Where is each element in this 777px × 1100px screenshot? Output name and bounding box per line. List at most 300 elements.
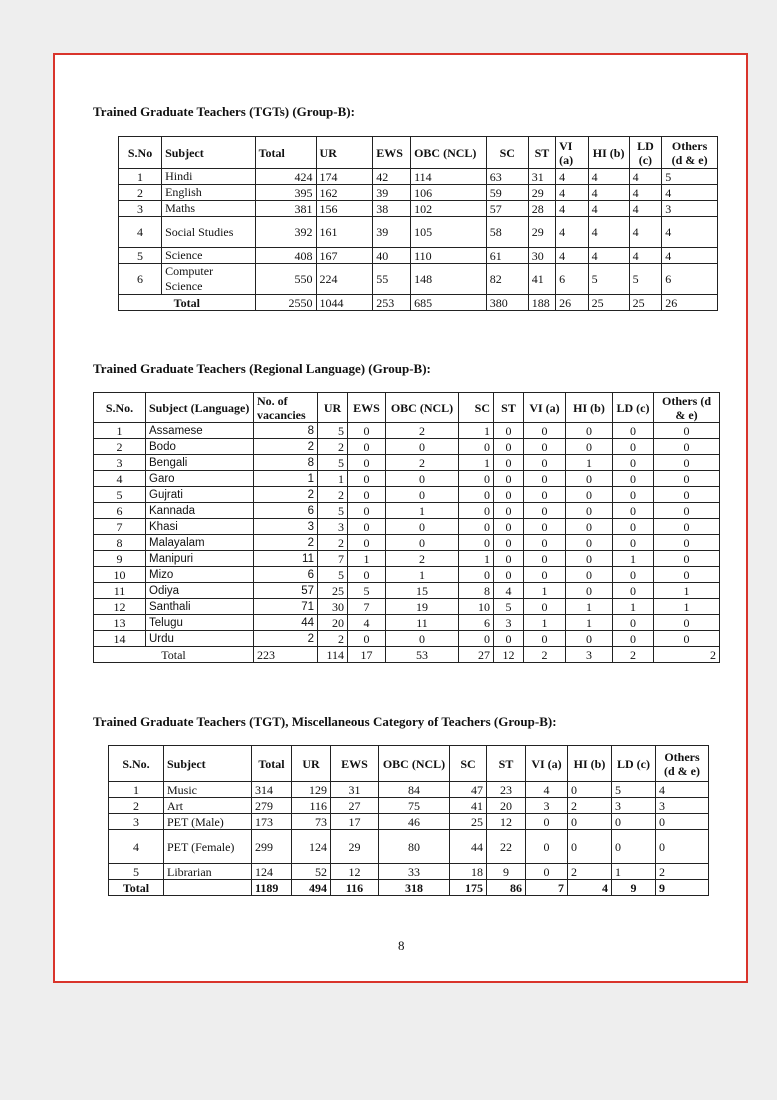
- table-cell: 0: [524, 631, 566, 647]
- table-cell: 5: [348, 583, 386, 599]
- table-cell: 4: [662, 217, 718, 248]
- table-cell: 26: [556, 295, 589, 311]
- table-cell: 4: [629, 217, 662, 248]
- table-cell: 12: [331, 864, 379, 880]
- table-cell: 20: [318, 615, 348, 631]
- table-cell: 1: [654, 599, 720, 615]
- table-cell: 39: [373, 185, 411, 201]
- table-cell: 0: [613, 455, 654, 471]
- table-row: [109, 864, 709, 880]
- table-cell: 4: [588, 185, 629, 201]
- table-cell: 57: [254, 583, 318, 599]
- table-cell: 3: [662, 201, 718, 217]
- table-cell: 0: [348, 455, 386, 471]
- table-cell: 2: [119, 185, 162, 201]
- table-cell: 3: [494, 615, 524, 631]
- table-cell: 25: [450, 814, 487, 830]
- table-cell: 29: [331, 830, 379, 864]
- table-cell: 0: [654, 615, 720, 631]
- col-header: EWS: [331, 746, 379, 782]
- table-cell: 0: [494, 423, 524, 439]
- table-cell: 27: [331, 798, 379, 814]
- table-cell: 0: [459, 535, 494, 551]
- table-cell: Telugu: [146, 615, 254, 631]
- table-cell: 4: [629, 169, 662, 185]
- table-cell: 4: [556, 201, 589, 217]
- table-cell: 0: [568, 814, 612, 830]
- col-header: VI (a): [524, 393, 566, 423]
- table-cell: 1: [524, 583, 566, 599]
- table-cell: 173: [252, 814, 292, 830]
- table-row: [119, 201, 718, 217]
- table-cell: 1: [318, 471, 348, 487]
- table-cell: 2550: [255, 295, 316, 311]
- col-header: LD (c): [612, 746, 656, 782]
- col-header: Total: [252, 746, 292, 782]
- col-header: Others (d & e): [662, 137, 718, 169]
- table-cell: 12: [494, 647, 524, 663]
- table-cell: Music: [164, 782, 252, 798]
- section-title-regional: Trained Graduate Teachers (Regional Language) (Group-B):: [93, 361, 431, 376]
- col-header: Total: [255, 137, 316, 169]
- table-cell: 318: [379, 880, 450, 896]
- table-cell: 22: [487, 830, 526, 864]
- table-cell: 116: [331, 880, 379, 896]
- table-cell: Santhali: [146, 599, 254, 615]
- table-cell: Hindi: [162, 169, 256, 185]
- table-row: [94, 471, 720, 487]
- table-header-row: [109, 746, 709, 782]
- table-cell: 6: [662, 264, 718, 295]
- table-cell: 0: [656, 814, 709, 830]
- table-cell: 5: [318, 455, 348, 471]
- table-cell: 6: [254, 567, 318, 583]
- table-cell: 424: [255, 169, 316, 185]
- table-cell: 2: [613, 647, 654, 663]
- table-cell: 0: [568, 830, 612, 864]
- table-cell: 0: [654, 423, 720, 439]
- table-cell: 5: [119, 248, 162, 264]
- table-cell: Art: [164, 798, 252, 814]
- table-cell: 0: [613, 567, 654, 583]
- table-cell: 0: [459, 503, 494, 519]
- table-cell: 0: [568, 782, 612, 798]
- table-cell: 0: [613, 503, 654, 519]
- table-cell: 12: [487, 814, 526, 830]
- col-header: VI (a): [526, 746, 568, 782]
- table-cell: 0: [524, 567, 566, 583]
- col-header: UR: [292, 746, 331, 782]
- col-header: OBC (NCL): [386, 393, 459, 423]
- col-header: OBC (NCL): [379, 746, 450, 782]
- table-cell: 26: [662, 295, 718, 311]
- col-header: SC: [486, 137, 528, 169]
- table-cell: 7: [348, 599, 386, 615]
- table-row: [109, 782, 709, 798]
- col-header: Subject: [162, 137, 256, 169]
- table-row: [94, 551, 720, 567]
- table-cell: 0: [613, 583, 654, 599]
- table-cell: 31: [528, 169, 555, 185]
- table-cell: 3: [254, 519, 318, 535]
- table-row: [119, 185, 718, 201]
- table-cell: 106: [411, 185, 487, 201]
- table-cell: 0: [348, 471, 386, 487]
- col-header: HI (b): [568, 746, 612, 782]
- table-cell: 0: [494, 471, 524, 487]
- table-cell: 0: [348, 567, 386, 583]
- table-cell: 0: [654, 439, 720, 455]
- table-cell: 124: [252, 864, 292, 880]
- table-cell: 4: [662, 185, 718, 201]
- table-total-row: [119, 295, 718, 311]
- table-cell: 19: [386, 599, 459, 615]
- table-cell: 4: [629, 185, 662, 201]
- table-cell: 3: [94, 455, 146, 471]
- table-cell: 11: [254, 551, 318, 567]
- table-cell: 4: [526, 782, 568, 798]
- table-cell: 0: [613, 423, 654, 439]
- table-cell: 0: [524, 503, 566, 519]
- table-cell: 0: [654, 535, 720, 551]
- table-cell: 380: [486, 295, 528, 311]
- col-header: OBC (NCL): [411, 137, 487, 169]
- table-cell: 161: [316, 217, 373, 248]
- table-cell: 0: [459, 487, 494, 503]
- table-cell: 253: [373, 295, 411, 311]
- col-header: EWS: [348, 393, 386, 423]
- table-cell: 4: [94, 471, 146, 487]
- table-cell: 4: [494, 583, 524, 599]
- table-cell: 0: [494, 631, 524, 647]
- table-cell: 82: [486, 264, 528, 295]
- table-cell: 3: [318, 519, 348, 535]
- table-row: [94, 567, 720, 583]
- table-cell: 17: [348, 647, 386, 663]
- table-cell: 14: [94, 631, 146, 647]
- table-cell: 25: [318, 583, 348, 599]
- table-cell: 0: [494, 503, 524, 519]
- table-cell: 4: [629, 248, 662, 264]
- table-cell: 5: [94, 487, 146, 503]
- table-cell: 0: [566, 583, 613, 599]
- table-cell: 1: [459, 455, 494, 471]
- table-cell: Bodo: [146, 439, 254, 455]
- table-cell: 5: [109, 864, 164, 880]
- table-cell: 550: [255, 264, 316, 295]
- table-cell: 23: [487, 782, 526, 798]
- table-cell: 2: [656, 864, 709, 880]
- table-cell: 0: [524, 439, 566, 455]
- table-cell: 55: [373, 264, 411, 295]
- table-row: [94, 519, 720, 535]
- table-row: [94, 535, 720, 551]
- table-cell: Librarian: [164, 864, 252, 880]
- table-cell: 105: [411, 217, 487, 248]
- table-cell: 1044: [316, 295, 373, 311]
- table-cell: 29: [528, 217, 555, 248]
- table-header-row: [119, 137, 718, 169]
- table-cell: 86: [487, 880, 526, 896]
- table-cell: Science: [162, 248, 256, 264]
- table-cell: 38: [373, 201, 411, 217]
- table-cell: PET (Male): [164, 814, 252, 830]
- misc-category-table: [108, 745, 709, 896]
- table-cell: 5: [629, 264, 662, 295]
- table-cell: 1: [459, 423, 494, 439]
- table-cell: 2: [254, 535, 318, 551]
- table-row: [94, 615, 720, 631]
- table-cell: Maths: [162, 201, 256, 217]
- table-cell: 57: [486, 201, 528, 217]
- table-cell: 5: [318, 423, 348, 439]
- table-cell: 3: [656, 798, 709, 814]
- table-cell: 0: [348, 503, 386, 519]
- table-cell: 0: [494, 455, 524, 471]
- section-title-misc: Trained Graduate Teachers (TGT), Miscellaneous Category of Teachers (Group-B):: [93, 714, 557, 729]
- table-cell: 4: [119, 217, 162, 248]
- table-cell: 2: [109, 798, 164, 814]
- table-cell: 1: [119, 169, 162, 185]
- table-cell: 0: [526, 830, 568, 864]
- table-cell: 0: [386, 535, 459, 551]
- table-cell: 0: [566, 423, 613, 439]
- table-cell: 44: [254, 615, 318, 631]
- table-cell: Kannada: [146, 503, 254, 519]
- table-cell: 102: [411, 201, 487, 217]
- table-cell: 63: [486, 169, 528, 185]
- tgt-table: [118, 136, 718, 311]
- table-cell: Computer Science: [162, 264, 256, 295]
- col-header: ST: [487, 746, 526, 782]
- table-cell: PET (Female): [164, 830, 252, 864]
- table-cell: 0: [656, 830, 709, 864]
- table-cell: 0: [613, 487, 654, 503]
- table-cell: 188: [528, 295, 555, 311]
- table-cell: 2: [254, 487, 318, 503]
- table-cell: 10: [94, 567, 146, 583]
- table-cell: 1: [524, 615, 566, 631]
- table-cell: 0: [566, 631, 613, 647]
- table-row: [94, 599, 720, 615]
- table-cell: 0: [459, 439, 494, 455]
- table-cell: 44: [450, 830, 487, 864]
- table-cell: 3: [526, 798, 568, 814]
- table-cell: Gujrati: [146, 487, 254, 503]
- col-header: No. of vacancies: [254, 393, 318, 423]
- table-row: [119, 264, 718, 295]
- table-cell: 1: [613, 551, 654, 567]
- table-cell: 80: [379, 830, 450, 864]
- table-cell: 0: [654, 567, 720, 583]
- table-cell: 299: [252, 830, 292, 864]
- table-cell: 4: [348, 615, 386, 631]
- table-row: [119, 169, 718, 185]
- table-cell: 0: [612, 814, 656, 830]
- table-cell: 27: [459, 647, 494, 663]
- table-cell: 1: [348, 551, 386, 567]
- table-cell: 7: [318, 551, 348, 567]
- table-row: [94, 583, 720, 599]
- table-row: [119, 217, 718, 248]
- table-cell: 0: [613, 471, 654, 487]
- table-cell: 0: [613, 615, 654, 631]
- table-cell: 279: [252, 798, 292, 814]
- col-header: LD (c): [629, 137, 662, 169]
- table-cell: 41: [450, 798, 487, 814]
- table-cell: 75: [379, 798, 450, 814]
- table-cell: 4: [588, 169, 629, 185]
- table-cell: 29: [528, 185, 555, 201]
- table-cell: 1: [94, 423, 146, 439]
- table-cell: 25: [588, 295, 629, 311]
- table-cell: 2: [318, 487, 348, 503]
- table-cell: 2: [524, 647, 566, 663]
- table-row: [94, 423, 720, 439]
- table-cell: 0: [348, 631, 386, 647]
- col-header: LD (c): [613, 393, 654, 423]
- table-cell: 0: [524, 599, 566, 615]
- table-cell: 224: [316, 264, 373, 295]
- table-cell: 0: [386, 631, 459, 647]
- col-header: Others (d & e): [654, 393, 720, 423]
- table-cell: 0: [654, 471, 720, 487]
- table-cell: 52: [292, 864, 331, 880]
- table-cell: 5: [588, 264, 629, 295]
- table-cell: 4: [556, 169, 589, 185]
- table-cell: 0: [566, 487, 613, 503]
- table-cell: 2: [654, 647, 720, 663]
- col-header: S.No.: [109, 746, 164, 782]
- table-cell: 0: [566, 471, 613, 487]
- table-cell: English: [162, 185, 256, 201]
- table-cell: 0: [566, 535, 613, 551]
- table-cell: 4: [109, 830, 164, 864]
- table-cell: 59: [486, 185, 528, 201]
- table-cell: 4: [556, 248, 589, 264]
- table-cell: 4: [556, 185, 589, 201]
- table-cell: 110: [411, 248, 487, 264]
- table-cell: 11: [386, 615, 459, 631]
- col-header: S.No.: [94, 393, 146, 423]
- table-cell: 61: [486, 248, 528, 264]
- col-header: ST: [528, 137, 555, 169]
- table-cell: 2: [318, 631, 348, 647]
- table-cell: 156: [316, 201, 373, 217]
- table-cell: Malayalam: [146, 535, 254, 551]
- table-cell: 114: [411, 169, 487, 185]
- table-cell: 0: [459, 519, 494, 535]
- table-cell: 84: [379, 782, 450, 798]
- table-cell: 2: [568, 864, 612, 880]
- table-cell: 6: [459, 615, 494, 631]
- total-label: Total: [94, 647, 254, 663]
- table-cell: 1: [386, 567, 459, 583]
- col-header: HI (b): [588, 137, 629, 169]
- table-cell: 1: [566, 599, 613, 615]
- table-cell: 175: [450, 880, 487, 896]
- table-cell: 46: [379, 814, 450, 830]
- table-cell: 116: [292, 798, 331, 814]
- table-cell: 42: [373, 169, 411, 185]
- table-row: [94, 439, 720, 455]
- table-cell: 5: [494, 599, 524, 615]
- table-row: [94, 631, 720, 647]
- table-cell: Bengali: [146, 455, 254, 471]
- table-cell: 5: [662, 169, 718, 185]
- table-cell: 2: [386, 455, 459, 471]
- table-cell: 1: [612, 864, 656, 880]
- table-cell: 0: [613, 519, 654, 535]
- table-cell: 0: [526, 864, 568, 880]
- table-cell: 7: [526, 880, 568, 896]
- table-cell: 18: [450, 864, 487, 880]
- table-cell: 0: [494, 439, 524, 455]
- table-cell: 39: [373, 217, 411, 248]
- table-cell: 2: [386, 423, 459, 439]
- table-cell: 2: [386, 551, 459, 567]
- table-cell: 15: [386, 583, 459, 599]
- table-cell: 40: [373, 248, 411, 264]
- col-header: Subject (Language): [146, 393, 254, 423]
- col-header: SC: [450, 746, 487, 782]
- table-cell: 4: [588, 201, 629, 217]
- table-cell: 3: [119, 201, 162, 217]
- table-cell: 0: [494, 551, 524, 567]
- table-cell: 4: [656, 782, 709, 798]
- table-cell: 0: [459, 631, 494, 647]
- col-header: UR: [318, 393, 348, 423]
- table-cell: 0: [613, 631, 654, 647]
- col-header: EWS: [373, 137, 411, 169]
- table-cell: 9: [656, 880, 709, 896]
- table-cell: 1: [566, 455, 613, 471]
- table-cell: 1: [654, 583, 720, 599]
- table-cell: 5: [612, 782, 656, 798]
- table-cell: 0: [524, 535, 566, 551]
- table-cell: Mizo: [146, 567, 254, 583]
- table-cell: 0: [348, 519, 386, 535]
- table-cell: 2: [254, 439, 318, 455]
- table-cell: 0: [566, 519, 613, 535]
- table-cell: 0: [348, 423, 386, 439]
- table-cell: 8: [94, 535, 146, 551]
- table-cell: 223: [254, 647, 318, 663]
- table-cell: 4: [588, 217, 629, 248]
- table-cell: 8: [254, 423, 318, 439]
- table-cell: 1189: [252, 880, 292, 896]
- table-cell: Social Studies: [162, 217, 256, 248]
- table-cell: 0: [348, 439, 386, 455]
- table-cell: 685: [411, 295, 487, 311]
- table-cell: 2: [318, 439, 348, 455]
- table-cell: 0: [526, 814, 568, 830]
- table-cell: 0: [654, 487, 720, 503]
- table-cell: 10: [459, 599, 494, 615]
- col-header: ST: [494, 393, 524, 423]
- section-title-tgt: Trained Graduate Teachers (TGTs) (Group-B):: [93, 104, 355, 119]
- table-cell: 162: [316, 185, 373, 201]
- table-cell: 4: [556, 217, 589, 248]
- table-cell: 47: [450, 782, 487, 798]
- col-header: Subject: [164, 746, 252, 782]
- table-row: [109, 814, 709, 830]
- table-cell: 0: [612, 830, 656, 864]
- table-cell: 6: [119, 264, 162, 295]
- table-cell: 28: [528, 201, 555, 217]
- table-cell: 0: [524, 455, 566, 471]
- table-cell: 58: [486, 217, 528, 248]
